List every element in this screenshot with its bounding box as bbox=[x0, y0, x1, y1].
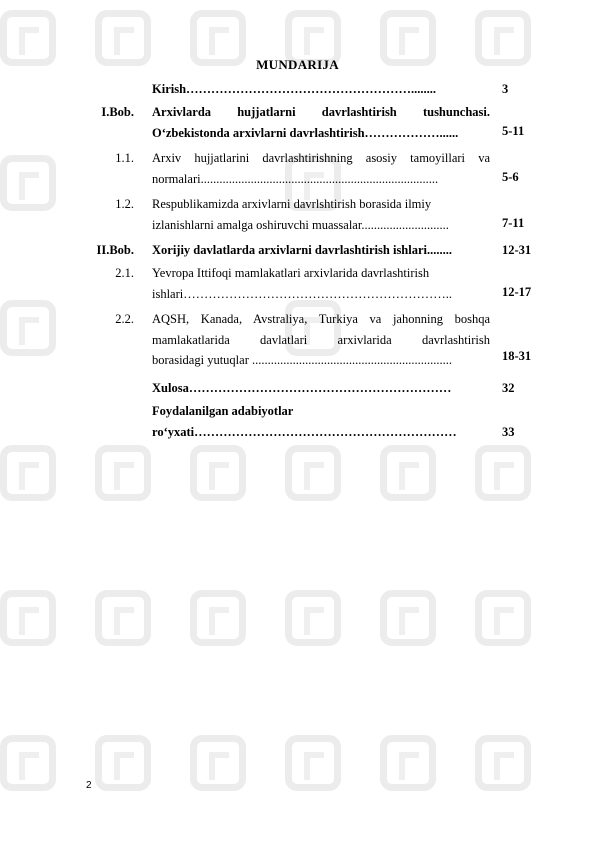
toc-text bbox=[152, 194, 490, 235]
toc-text bbox=[152, 378, 490, 399]
toc-number: 2.1. bbox=[115, 266, 134, 280]
watermark-logo-icon bbox=[380, 445, 436, 501]
toc-text bbox=[152, 263, 490, 304]
toc-number: I.Bob. bbox=[101, 105, 134, 119]
toc-line: Arxivlarda hujjatlarni davrlashtirish tushunchasi. bbox=[152, 105, 490, 119]
toc-line: Xorijiy davlatlarda arxivlarni davrlashtirish ishlari........ bbox=[152, 243, 453, 257]
toc-line: borasidagi yutuqlar ................................................................ bbox=[152, 353, 452, 367]
toc-page: 7-11 bbox=[502, 216, 525, 230]
watermark-logo-icon bbox=[190, 735, 246, 791]
page-number: 2 bbox=[86, 780, 92, 791]
toc-line: Respublikamizda arxivlarni davrlshtirish borasida ilmiy bbox=[152, 197, 432, 211]
watermark-logo-icon bbox=[380, 735, 436, 791]
page-title: MUNDARIJA bbox=[256, 57, 339, 72]
toc-page: 3 bbox=[502, 82, 509, 96]
toc-page: 5-6 bbox=[502, 170, 519, 184]
watermark-logo-icon bbox=[380, 590, 436, 646]
toc-line: ishlari……………………………………………………….. bbox=[152, 286, 452, 301]
watermark-logo-icon bbox=[0, 155, 56, 211]
toc-text bbox=[152, 309, 490, 371]
toc-line: AQSH, Kanada, Avstraliya, Turkiya va jahonning boshqa bbox=[152, 312, 490, 326]
toc-text bbox=[152, 79, 490, 100]
toc-number: 1.1. bbox=[115, 151, 134, 165]
toc-text bbox=[152, 102, 490, 143]
toc-line: Arxiv hujjatlarini davrlashtirishning asosiy tamoyillari va bbox=[152, 151, 490, 165]
toc-line: Xulosa……………………………………………………… bbox=[152, 381, 452, 395]
toc-line: Kirish………………………………………………........ bbox=[152, 82, 437, 96]
watermark-logo-icon bbox=[95, 445, 151, 501]
toc-line: Foydalanilgan adabiyotlar bbox=[152, 404, 294, 418]
toc-text bbox=[152, 148, 490, 189]
watermark-logo-icon bbox=[0, 445, 56, 501]
watermark-logo-icon bbox=[95, 590, 151, 646]
watermark-logo-icon bbox=[475, 735, 531, 791]
watermark-logo-icon bbox=[190, 590, 246, 646]
watermark-logo-icon bbox=[285, 590, 341, 646]
toc-number: 2.2. bbox=[115, 312, 134, 326]
toc-text bbox=[152, 401, 490, 442]
toc-number: II.Bob. bbox=[96, 243, 134, 257]
toc-page: 18-31 bbox=[502, 349, 532, 363]
toc-line: izlanishlarni amalga oshiruvchi muassalar............................ bbox=[152, 217, 449, 232]
toc-page: 32 bbox=[502, 381, 515, 395]
toc-page: 33 bbox=[502, 425, 515, 439]
toc-line: Yevropa Ittifoqi mamlakatlari arxivlarida davrlashtirish bbox=[152, 266, 430, 280]
toc-text bbox=[152, 240, 490, 261]
watermark-logo-icon bbox=[285, 445, 341, 501]
toc-page: 12-31 bbox=[502, 243, 532, 257]
toc-line: ro‘yxati……………………………………………………… bbox=[152, 424, 457, 439]
watermark-logo-icon bbox=[190, 445, 246, 501]
watermark-logo-icon bbox=[0, 735, 56, 791]
watermark-logo-icon bbox=[0, 590, 56, 646]
toc-line: normalari............................................................................ bbox=[152, 171, 439, 186]
toc-number: 1.2. bbox=[115, 197, 134, 211]
watermark-logo-icon bbox=[475, 590, 531, 646]
watermark-logo-icon bbox=[0, 300, 56, 356]
toc-line: O‘zbekistonda arxivlarni davrlashtirish………………...... bbox=[152, 125, 459, 140]
toc-line: mamlakatlarida davlatlari arxivlarida davrlashtirish bbox=[152, 332, 490, 347]
watermark-logo-icon bbox=[475, 445, 531, 501]
toc-page: 5-11 bbox=[502, 124, 525, 138]
watermark-logo-icon bbox=[285, 735, 341, 791]
toc-page: 12-17 bbox=[502, 285, 532, 299]
watermark-logo-icon bbox=[95, 735, 151, 791]
